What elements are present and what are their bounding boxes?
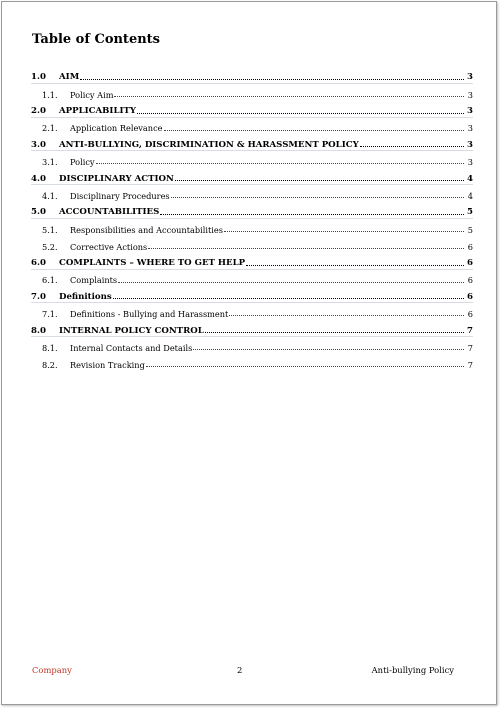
toc-dot-leader: [175, 180, 464, 181]
toc-entry-label: ANTI-BULLYING, DISCRIMINATION & HARASSMENT POLICY: [59, 139, 359, 150]
toc-entry-label: Policy Aim: [70, 89, 114, 100]
toc-dot-leader: [246, 265, 464, 266]
toc-entry-number: 3.1.: [42, 157, 58, 168]
toc-entry-number: 4.1.: [42, 190, 58, 201]
toc-entry-label: Definitions - Bullying and Harassment: [70, 309, 229, 320]
toc-entry-page: 6: [467, 258, 473, 269]
toc-dot-leader: [137, 113, 464, 114]
toc-entry-page: 6: [467, 275, 473, 286]
toc-entry-page: 3: [467, 106, 473, 117]
toc-entry-page: 3: [467, 139, 473, 150]
toc-subsection-entry[interactable]: [31, 234, 473, 251]
toc-entry-number: 5.1.: [42, 224, 58, 235]
toc-subsection-entry[interactable]: [31, 149, 473, 166]
toc-section-entry[interactable]: [31, 285, 473, 302]
toc-entry-label: ACCOUNTABILITIES: [59, 207, 160, 218]
toc-section-entry[interactable]: [31, 200, 473, 217]
toc-subsection-entry[interactable]: [31, 116, 473, 133]
toc-subsection-entry[interactable]: [31, 217, 473, 234]
toc-dot-leader: [229, 315, 464, 316]
toc-dot-leader: [96, 163, 464, 164]
toc-dot-leader: [171, 197, 464, 198]
toc-entry-label: Policy: [70, 157, 95, 168]
toc-section-entry[interactable]: [31, 318, 473, 335]
toc-dot-leader: [80, 79, 464, 80]
toc-entry-page: 3: [467, 72, 473, 83]
toc-dot-leader: [205, 332, 464, 333]
toc-entry-page: 7: [467, 342, 473, 353]
toc-entry-number: 5.0: [31, 207, 46, 218]
footer-page-number: 2: [237, 665, 243, 675]
footer-company: Company: [32, 665, 72, 675]
toc-section-entry[interactable]: [31, 166, 473, 183]
toc-entry-number: 2.0: [31, 106, 46, 117]
toc-dot-leader: [193, 349, 464, 350]
toc-subsection-entry[interactable]: [31, 301, 473, 318]
toc-entry-number: 1.0: [31, 72, 46, 83]
toc-entry-label: Revision Tracking: [70, 359, 145, 370]
toc-subsection-entry[interactable]: [31, 183, 473, 200]
toc-section-entry[interactable]: [31, 133, 473, 150]
toc-entry-page: 3: [467, 157, 473, 168]
toc-section-entry[interactable]: [31, 65, 473, 82]
toc-entry-page: 4: [467, 190, 473, 201]
footer-document-name: Anti-bullying Policy: [371, 665, 454, 675]
toc-entry-number: 2.1.: [42, 123, 58, 134]
toc-title: Table of Contents: [32, 32, 160, 47]
toc-dot-leader: [113, 298, 464, 299]
toc-entry-label: Internal Contacts and Details: [70, 342, 193, 353]
toc-entry-label: Application Relevance: [70, 123, 163, 134]
toc-entry-page: 6: [467, 241, 473, 252]
toc-entry-number: 7.0: [31, 291, 46, 302]
toc-entry-number: 8.0: [31, 325, 46, 336]
toc-dot-leader: [146, 366, 464, 367]
toc-section-entry[interactable]: [31, 251, 473, 268]
toc-section-entry[interactable]: [31, 99, 473, 116]
toc-entry-number: 1.1.: [42, 89, 58, 100]
toc-dot-leader: [160, 214, 464, 215]
toc-dot-leader: [164, 130, 465, 131]
toc-subsection-entry[interactable]: [31, 335, 473, 352]
toc-dot-leader: [148, 248, 464, 249]
toc-dot-leader: [224, 231, 464, 232]
toc-entry-number: 7.1.: [42, 309, 58, 320]
toc-dot-leader: [118, 282, 464, 283]
toc-entry-label: COMPLAINTS – WHERE TO GET HELP: [59, 258, 246, 269]
toc-entry-label: Definitions: [59, 291, 112, 302]
toc-entry-number: 3.0: [31, 139, 46, 150]
toc-entry-number: 8.1.: [42, 342, 58, 353]
toc-entry-page: 7: [467, 325, 473, 336]
toc-entry-label: Complaints: [70, 275, 118, 286]
toc-subsection-entry[interactable]: [31, 82, 473, 99]
toc-entry-page: 3: [467, 89, 473, 100]
toc-entry-number: 6.0: [31, 258, 46, 269]
toc-entry-label: Disciplinary Procedures: [70, 190, 170, 201]
toc-dot-leader: [360, 146, 464, 147]
toc-entry-number: 8.2.: [42, 359, 58, 370]
toc-entry-label: AIM: [59, 72, 80, 83]
toc-entry-number: 6.1.: [42, 275, 58, 286]
toc-entry-number: 4.0: [31, 173, 46, 184]
toc-entry-label: DISCIPLINARY ACTION: [59, 173, 174, 184]
toc-entry-page: 4: [467, 173, 473, 184]
toc-entry-label: APPLICABILITY: [59, 106, 137, 117]
toc-entry-label: Corrective Actions: [70, 241, 148, 252]
document-page: [1, 1, 497, 705]
toc-entry-page: 7: [467, 359, 473, 370]
toc-subsection-entry[interactable]: [31, 352, 473, 369]
toc-entry-page: 6: [467, 309, 473, 320]
toc-entry-label: INTERNAL POLICY CONTROL: [59, 325, 204, 336]
toc-dot-leader: [114, 96, 464, 97]
toc-entry-page: 3: [467, 123, 473, 134]
toc-entry-number: 5.2.: [42, 241, 58, 252]
toc-subsection-entry[interactable]: [31, 268, 473, 285]
toc-entry-label: Responsibilities and Accountabilities: [70, 224, 223, 235]
toc-entry-page: 6: [467, 291, 473, 302]
toc-entry-page: 5: [467, 224, 473, 235]
toc-entry-page: 5: [467, 207, 473, 218]
table-of-contents: [31, 65, 473, 369]
